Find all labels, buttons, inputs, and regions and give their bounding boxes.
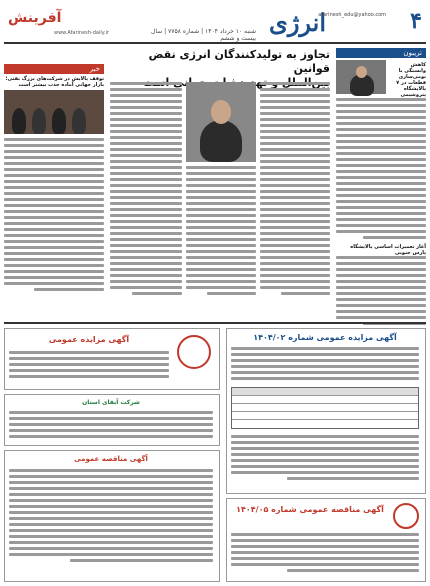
ad4-logo bbox=[393, 503, 419, 529]
ad1-title: آگهی مزایده عمومی شماره ۱۴۰۴/۰۲ bbox=[253, 333, 397, 342]
left-news-body bbox=[4, 138, 104, 294]
section-tag-tribune: تریبون bbox=[336, 48, 426, 58]
ad-auction-1 bbox=[226, 328, 426, 494]
tribune-photo bbox=[336, 60, 386, 94]
main-headline-line1: تجاوز به تولیدکنندگان انرژی نقض قوانین bbox=[148, 48, 330, 75]
ad4-title: آگهی مناقصه عمومی شماره ۱۴۰۴/۰۵ bbox=[236, 505, 384, 514]
main-article-photo bbox=[186, 82, 256, 162]
left-news-photo bbox=[4, 90, 104, 134]
masthead-logo: انرژی bbox=[269, 8, 326, 37]
main-col-3 bbox=[110, 82, 182, 298]
side-body bbox=[336, 256, 426, 328]
main-col-1 bbox=[260, 82, 330, 298]
website-url: www.Afarinesh-daily.ir bbox=[54, 30, 110, 36]
masthead bbox=[4, 4, 426, 44]
ad-tender-4 bbox=[226, 498, 426, 582]
ad1-table bbox=[231, 387, 419, 429]
ad2-title: آگهی مزایده عمومی bbox=[48, 335, 130, 344]
side-headline: آغاز تعمیرات اساسی پالایشگاه پارس جنوبی bbox=[350, 244, 426, 256]
left-headline: توقف پالایش در شرکت‌های بزرگ نفتی؛ بازار جهانی آماده جذب بیشتر است bbox=[5, 76, 104, 88]
dateline: شنبه ۱۰ خرداد ۱۴۰۴ | شماره ۷۷۵۸ | سال بیست و ششم bbox=[150, 28, 256, 42]
page-number: ۴ bbox=[410, 8, 422, 34]
ad5-title: آگهی مناقصه عمومی bbox=[74, 455, 148, 463]
ads-divider bbox=[4, 322, 426, 324]
tribune-headline: کاهش وابستگی با بومی‌سازی قطعات در ۷ پالایشگاه پتروشیمی bbox=[396, 62, 426, 98]
email: afarinesh_edu@yahoo.com bbox=[318, 12, 386, 18]
main-col-2 bbox=[186, 166, 256, 298]
ad-auction-2 bbox=[4, 328, 220, 390]
ad-tender-5 bbox=[4, 450, 220, 582]
ad3-title: شرکت آبفای استان bbox=[82, 399, 140, 406]
newspaper-logo: آفرینش bbox=[8, 10, 62, 26]
section-tag-news: خبر bbox=[4, 64, 104, 74]
ad-company-3 bbox=[4, 394, 220, 446]
newspaper-page bbox=[4, 4, 426, 582]
ad2-logo bbox=[177, 335, 211, 369]
tribune-body bbox=[336, 98, 426, 242]
